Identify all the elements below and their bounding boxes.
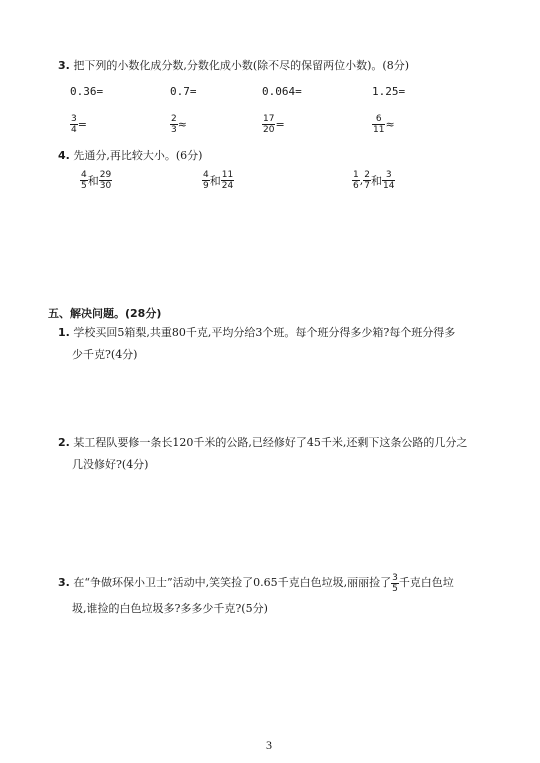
- fraction-item-2: $\frac{2}{3}$ ≈: [171, 114, 187, 135]
- decimal-item-3: 0.064=: [262, 85, 302, 98]
- q4-title: 先通分,再比较大小。(6分): [73, 149, 203, 162]
- problem-3-number: 3.: [58, 576, 70, 589]
- q3-number: 3.: [58, 59, 70, 72]
- fraction: $\frac{3}{5}$: [392, 572, 398, 594]
- problem-2-number: 2.: [58, 436, 70, 449]
- fraction: $\frac{2}{3}$: [171, 114, 177, 135]
- problem-2-line-1: 某工程队要修一条长120千米的公路,已经修好了45千米,还剩下这条公路的几分之: [73, 436, 468, 449]
- problem-3-line-1-start: 在“争做环保小卫士”活动中,笑笑捡了0.65千克白色垃圾,丽丽捡了: [73, 576, 392, 589]
- section-5-title: 五、解决问题。(28分): [48, 307, 162, 320]
- problem-2: [58, 432, 467, 476]
- decimal-item-2: 0.7=: [170, 85, 197, 98]
- problem-1-line-2: 少千克?(4分): [72, 348, 138, 361]
- fraction-item-1: $\frac{3}{4}$ =: [71, 114, 87, 135]
- fraction: $\frac{3}{4}$: [71, 114, 77, 135]
- compare-pair-1: $\frac{4}{5}$ 和 $\frac{29}{30}$: [81, 170, 112, 191]
- problem-3: [58, 572, 454, 620]
- q4-number: 4.: [58, 149, 70, 162]
- fraction-item-3: $\frac{17}{20}$ =: [263, 114, 285, 135]
- problem-1-line-1: 学校买回5箱梨,共重80千克,平均分给3个班。每个班分得多少箱?每个班分得多: [73, 326, 456, 339]
- q4-heading: [58, 147, 202, 163]
- fraction-item-4: $\frac{6}{11}$ ≈: [373, 114, 395, 135]
- page-number: 3: [266, 738, 272, 752]
- problem-2-line-2: 几没修好?(4分): [72, 458, 149, 471]
- compare-group-3: $\frac{1}{6}$ , $\frac{2}{7}$ 和 $\frac{3}{14}$: [353, 170, 395, 191]
- fraction: $\frac{6}{11}$: [373, 114, 385, 135]
- q3-heading: [58, 57, 409, 73]
- decimal-item-4: 1.25=: [372, 85, 406, 98]
- fraction: $\frac{17}{20}$: [263, 114, 275, 135]
- problem-1: [58, 322, 455, 366]
- compare-pair-2: $\frac{4}{9}$ 和 $\frac{11}{24}$: [203, 170, 234, 191]
- decimal-item-1: 0.36=: [70, 85, 104, 98]
- q3-title: 把下列的小数化成分数,分数化成小数(除不尽的保留两位小数)。(8分): [73, 59, 410, 72]
- problem-3-line-1-end: 千克白色垃: [398, 576, 454, 589]
- problem-3-line-2: 圾,谁捡的白色垃圾多?多多少千克?(5分): [72, 602, 268, 615]
- problem-1-number: 1.: [58, 326, 70, 339]
